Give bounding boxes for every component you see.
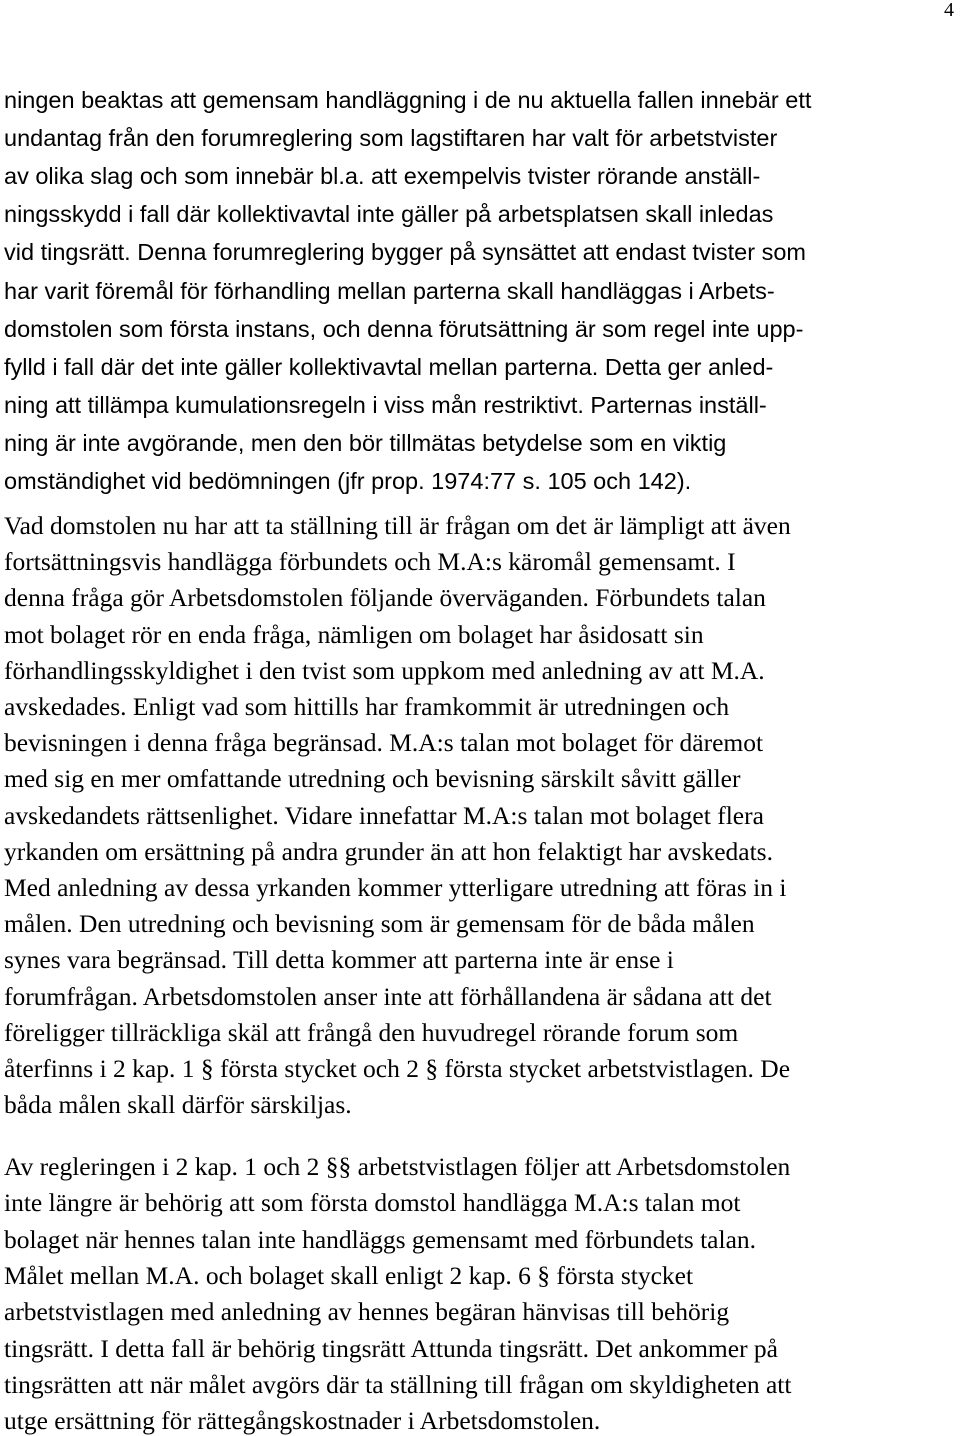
- text-line: [4, 583, 766, 613]
- text-line: [4, 1370, 791, 1400]
- text-line: [4, 1152, 790, 1182]
- text-line: [4, 466, 691, 496]
- text-line-content: Av regleringen i 2 kap. 1 och 2 §§ arbetstvistlagen följer att Arbetsdomstolen: [4, 1152, 791, 1181]
- text-line: [4, 314, 803, 344]
- text-line-content: omständighet vid bedömningen (jfr prop. 1974:77 s. 105 och 142).: [4, 468, 692, 494]
- text-line-content: målen. Den utredning och bevisning som är gemensam för de båda målen: [4, 909, 755, 939]
- text-line: [4, 352, 773, 382]
- text-line-content: utge ersättning för rättegångskostnader i Arbetsdomstolen.: [4, 1406, 601, 1436]
- text-line-content: ningen beaktas att gemensam handläggning i de nu aktuella fallen innebär ett: [4, 87, 812, 113]
- text-line-content: Målet mellan M.A. och bolaget skall enligt 2 kap. 6 § första stycket: [4, 1260, 694, 1290]
- text-line-content: bolaget när hennes talan inte handläggs gemensamt med förbundets talan.: [4, 1224, 757, 1254]
- text-line-content: tingsrätt. I detta fall är behörig tingsrätt Attunda tingsrätt. Det ankommer på: [4, 1333, 779, 1363]
- text-line: [4, 692, 729, 722]
- text-line: [4, 945, 674, 975]
- text-line: [4, 547, 736, 577]
- text-line: [4, 656, 765, 686]
- text-line-content: yrkanden om ersättning på andra grunder än att hon felaktigt har avskedats.: [4, 836, 773, 866]
- text-line: [4, 1225, 756, 1255]
- text-line: [4, 837, 773, 867]
- text-line: [4, 909, 755, 939]
- text-line-content: tingsrätten att när målet avgörs där ta ställning till frågan om skyldigheten att: [4, 1369, 792, 1399]
- text-line-content: avskedandets rättsenlighet. Vidare innefattar M.A:s talan mot bolaget flera: [4, 800, 764, 830]
- text-line: [4, 764, 741, 794]
- text-line: [4, 873, 786, 903]
- text-line-content: fylld i fall där det inte gäller kollektivavtal mellan parterna. Detta ger anled-: [4, 353, 774, 380]
- text-line: [4, 390, 767, 420]
- text-line: [4, 1090, 352, 1120]
- text-line-content: synes vara begränsad. Till detta kommer att parterna inte är ense i: [4, 945, 674, 975]
- text-line: [4, 161, 760, 191]
- text-line: [4, 276, 775, 306]
- text-line: [4, 1018, 738, 1048]
- text-line-content: har varit föremål för förhandling mellan parterna skall handläggas i Arbets-: [4, 277, 775, 304]
- text-line: [4, 85, 811, 115]
- text-line-content: forumfrågan. Arbetsdomstolen anser inte att förhållandena är sådana att det: [4, 981, 772, 1011]
- text-line: [4, 1261, 693, 1291]
- text-line: [4, 1188, 741, 1218]
- text-line-content: av olika slag och som innebär bl.a. att exempelvis tvister rörande anställ-: [4, 163, 761, 190]
- text-line-content: med sig en mer omfattande utredning och bevisning särskilt såvitt gäller: [4, 764, 741, 794]
- text-line: [4, 123, 777, 153]
- text-line: [4, 428, 726, 458]
- text-line: [4, 1406, 600, 1436]
- page-number: 4: [944, 0, 954, 21]
- text-line: [4, 728, 763, 758]
- text-line-content: förhandlingsskyldighet i den tvist som uppkom med anledning av att M.A.: [4, 655, 765, 685]
- text-line-content: båda målen skall därför särskiljas.: [4, 1090, 352, 1120]
- text-line: [4, 1054, 790, 1084]
- text-line: [4, 1297, 729, 1327]
- text-line-content: ning att tillämpa kumulationsregeln i viss mån restriktivt. Parternas inställ-: [4, 391, 767, 418]
- text-line-content: ning är inte avgörande, men den bör tillmätas betydelse som en viktig: [4, 429, 727, 456]
- text-line: [4, 801, 764, 831]
- text-line-content: arbetstvistlagen med anledning av hennes begäran hänvisas till behörig: [4, 1297, 730, 1327]
- text-line: [4, 982, 772, 1012]
- text-line-content: föreligger tillräckliga skäl att frångå den huvudregel rörande forum som: [4, 1017, 739, 1047]
- text-line-content: mot bolaget rör en enda fråga, nämligen om bolaget har åsidosatt sin: [4, 619, 704, 649]
- text-line: [4, 511, 791, 541]
- text-line-content: inte längre är behörig att som första domstol handlägga M.A:s talan mot: [4, 1188, 741, 1218]
- text-line-content: ningsskydd i fall där kollektivavtal inte gäller på arbetsplatsen skall inledas: [4, 201, 774, 228]
- text-line-content: undantag från den forumreglering som lagstiftaren har valt för arbetstvister: [4, 125, 778, 152]
- text-line-content: avskedades. Enligt vad som hittills har framkommit är utredningen och: [4, 692, 730, 721]
- text-line-content: fortsättningsvis handlägga förbundets och M.A:s käromål gemensamt. I: [4, 547, 736, 577]
- text-line-content: domstolen som första instans, och denna förutsättning är som regel inte upp-: [4, 315, 804, 342]
- text-line-content: återfinns i 2 kap. 1 § första stycket och 2 § första stycket arbetstvistlagen. De: [4, 1054, 791, 1083]
- text-line-content: Med anledning av dessa yrkanden kommer ytterligare utredning att föras in i: [4, 873, 787, 902]
- text-line-content: bevisningen i denna fråga begränsad. M.A:s talan mot bolaget för däremot: [4, 728, 764, 758]
- text-line-content: vid tingsrätt. Denna forumreglering bygger på synsättet att endast tvister som: [4, 239, 807, 266]
- text-line-content: Vad domstolen nu har att ta ställning till är frågan om det är lämpligt att även: [4, 511, 791, 540]
- text-line: [4, 237, 806, 267]
- text-line: [4, 199, 773, 229]
- text-line-content: denna fråga gör Arbetsdomstolen följande överväganden. Förbundets talan: [4, 583, 766, 613]
- text-line: [4, 620, 704, 650]
- text-line: [4, 1334, 778, 1364]
